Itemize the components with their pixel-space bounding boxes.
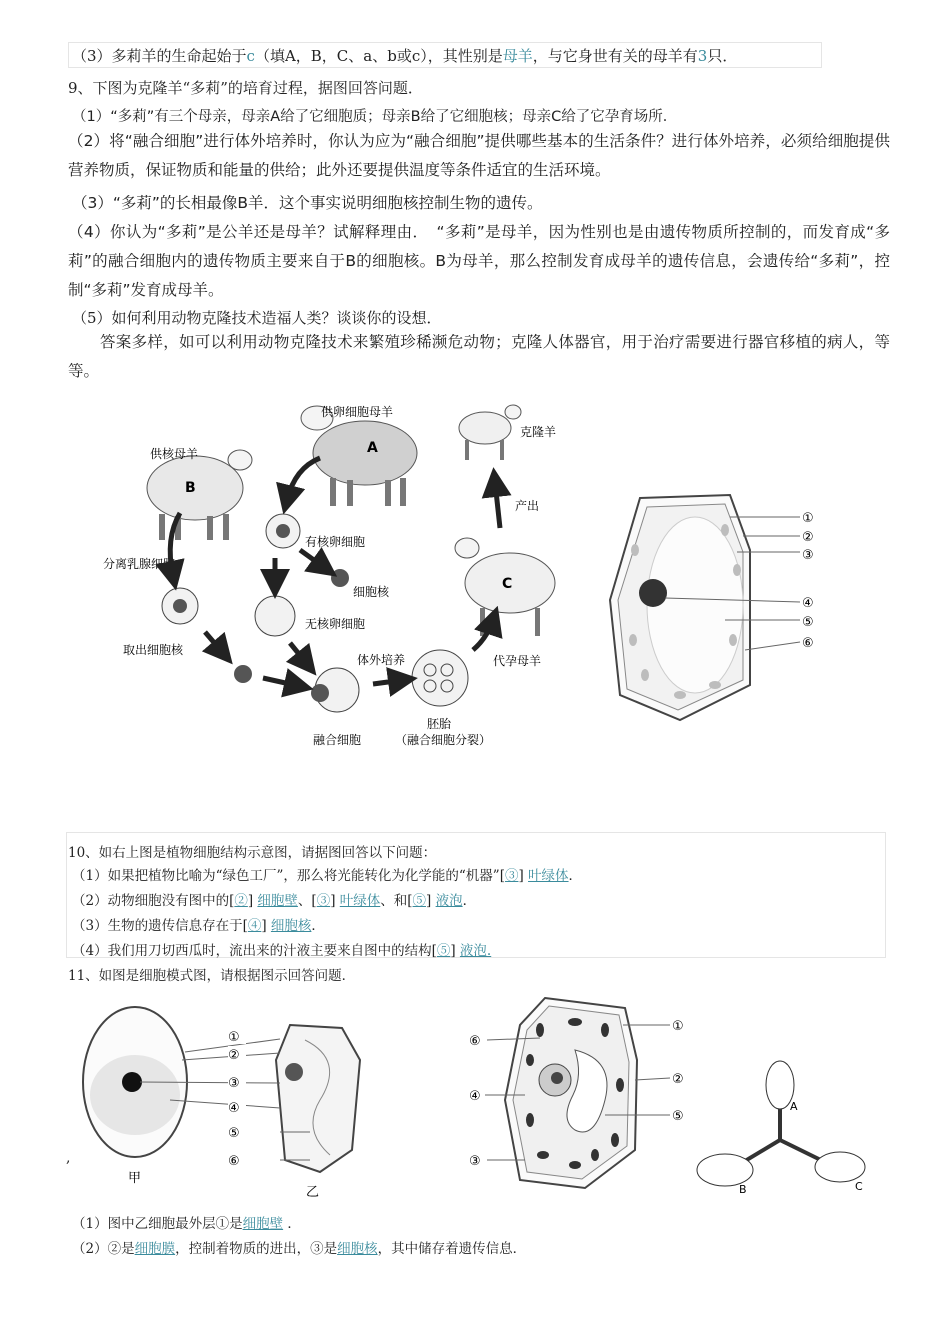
tri-spindle-figure [695, 1055, 875, 1200]
label-cloned-sheep: 克隆羊 [520, 425, 557, 439]
animal-cytoplasm [90, 1055, 180, 1135]
animal-plant-cell-diagram [80, 1000, 420, 1200]
embryo-cell [412, 650, 468, 706]
label-yi: 乙 [306, 1185, 320, 1200]
c2-label-4: ④ [469, 1089, 481, 1104]
q9-p2: （2）将“融合细胞”进行体外培养时，你认为应为“融合细胞”提供哪些基本的生活条件？进行体外培养，必须给细胞提供营养物质，保证物质和能量的供给；此外还要提供温度等条件适宜的生活环境。 [68, 132, 890, 179]
q9-p5-answer: 答案多样，如可以利用动物克隆技术来繁殖珍稀濒危动物；克隆人体器官，用于治疗需要进行器官移植的病人，等等。 [68, 333, 890, 380]
label-surrogate: 代孕母羊 [493, 654, 542, 668]
plant-cell-diagram-2 [465, 990, 695, 1195]
cell-label-3: ③ [802, 548, 814, 563]
label-sheep-b: B [185, 480, 196, 496]
label-enucleated-egg: 无核卵细胞 [305, 617, 366, 631]
answer-sex: 母羊 [502, 47, 533, 65]
jy-label-6: ⑥ [228, 1154, 240, 1169]
nucleolus [551, 1072, 563, 1084]
label-jia: 甲 [128, 1171, 142, 1186]
q10-title: 10、如右上图是植物细胞结构示意图，请据图回答以下问题： [68, 845, 437, 861]
label-c: C [855, 1180, 863, 1193]
c2-label-5: ⑤ [672, 1109, 684, 1124]
q10-line-3: （3）生物的遗传信息存在于[④] 细胞核． [72, 918, 325, 934]
donor-nucleus [234, 665, 252, 683]
label-embryo: 胚胎 [427, 717, 452, 731]
answer-chloroplast: 叶绿体 [528, 868, 569, 884]
plant-cell-yi [276, 1025, 360, 1172]
label-nucleated-egg: 有核卵细胞 [305, 535, 366, 549]
jy-label-1: ① [228, 1030, 240, 1045]
q9-p1: （1）“多莉”有三个母亲，母亲A给了它细胞质；母亲B给了它细胞核；母亲C给了它孕育场所． [72, 109, 678, 125]
answer-cell-wall: 细胞壁 [242, 1216, 284, 1232]
label-a: A [790, 1100, 798, 1113]
plant-nucleus [285, 1063, 303, 1081]
left-mark: , [66, 1150, 71, 1166]
label-b: B [739, 1183, 747, 1196]
cloning-diagram [95, 388, 605, 758]
cell-label-2: ② [802, 530, 814, 545]
cell-label-5: ⑤ [802, 615, 814, 630]
q11-title: 11、如图是细胞模式图，请根据图示回答问题． [68, 968, 356, 984]
c2-label-2: ② [672, 1072, 684, 1087]
q9-p4: （4）你认为“多莉”是公羊还是母羊？试解释理由． “多莉”是母羊，因为性别也是由遗传物质所控制的，而发育成“多莉”的融合细胞内的遗传物质主要来自于B的细胞核。B为母羊，那么控制发育成母羊的遗传信息，会遗传给“多莉”，控制“多莉”发育成母羊。 [68, 223, 890, 299]
label-sheep-c: C [502, 576, 513, 592]
q10-line-1: （1）如果把植物比喻为“绿色工厂”，那么将光能转化为化学能的“机器”[③] 叶绿体． [72, 868, 583, 884]
label-separate-cells: 分离乳腺细胞 [103, 557, 176, 571]
cell-label-6: ⑥ [802, 636, 814, 651]
label-nucleus: 细胞核 [353, 585, 390, 599]
q11-answer-2: （2）②是细胞膜，控制着物质的进出，③是细胞核，其中储存着遗传信息． [72, 1241, 527, 1257]
label-produced: 产出 [515, 499, 540, 513]
c2-label-3: ③ [469, 1154, 481, 1169]
q9-p5: （5）如何利用动物克隆技术造福人类？谈谈你的设想． [72, 309, 442, 327]
c2-label-1: ① [672, 1019, 684, 1034]
jy-label-2: ② [228, 1048, 240, 1063]
removed-nucleus [331, 569, 349, 587]
cell-label-1: ① [802, 511, 814, 526]
jy-label-5: ⑤ [228, 1126, 240, 1141]
label-sheep-a: A [367, 440, 378, 456]
jy-label-3: ③ [228, 1076, 240, 1091]
answer-cell-membrane: 细胞膜 [134, 1241, 176, 1257]
enucleated-egg-cell [255, 596, 295, 636]
answer-nucleus: 细胞核 [337, 1241, 378, 1257]
label-in-vitro: 体外培养 [357, 653, 406, 667]
q11-answer-1: （1）图中乙细胞最外层①是细胞壁 ． [72, 1216, 301, 1232]
c2-label-6: ⑥ [469, 1034, 481, 1049]
q8-3-line: （3）多莉羊的生命起始于c（填A，B，C、a、b或c），其性别是母羊，与它身世有关的母羊有3只． [72, 47, 738, 65]
cell-label-4: ④ [802, 596, 814, 611]
q10-line-4: （4）我们用刀切西瓜时，流出来的汁液主要来自图中的结构[⑤] 液泡. [72, 943, 492, 959]
fused-cell-nucleus [311, 684, 329, 702]
cloned-sheep-illustration [459, 405, 521, 460]
label-embryo-note: （融合细胞分裂） [395, 733, 492, 747]
label-take-nucleus: 取出细胞核 [123, 643, 184, 657]
q9-title: 9、下图为克隆羊“多莉”的培育过程，据图回答问题． [68, 79, 423, 97]
mammary-nucleus [173, 599, 187, 613]
q9-p3: （3）“多莉”的长相最像B羊．这个事实说明细胞核控制生物的遗传。 [72, 194, 543, 212]
label-egg-donor: 供卵细胞母羊 [321, 405, 394, 419]
nucleated-egg-nucleus [276, 524, 290, 538]
jy-label-4: ④ [228, 1101, 240, 1116]
q10-line-2: （2）动物细胞没有图中的[②] 细胞壁、[③] 叶绿体、和[⑤] 液泡． [72, 893, 477, 909]
animal-nucleus [122, 1072, 142, 1092]
nucleus-shape [639, 579, 667, 607]
label-nucleus-donor: 供核母羊 [150, 447, 199, 461]
answer-origin: c [246, 47, 255, 65]
label-fused-cell: 融合细胞 [313, 733, 362, 747]
answer-count: 3 [697, 47, 708, 65]
plant-cell-diagram [605, 490, 835, 725]
sheep-b-illustration [147, 450, 252, 540]
